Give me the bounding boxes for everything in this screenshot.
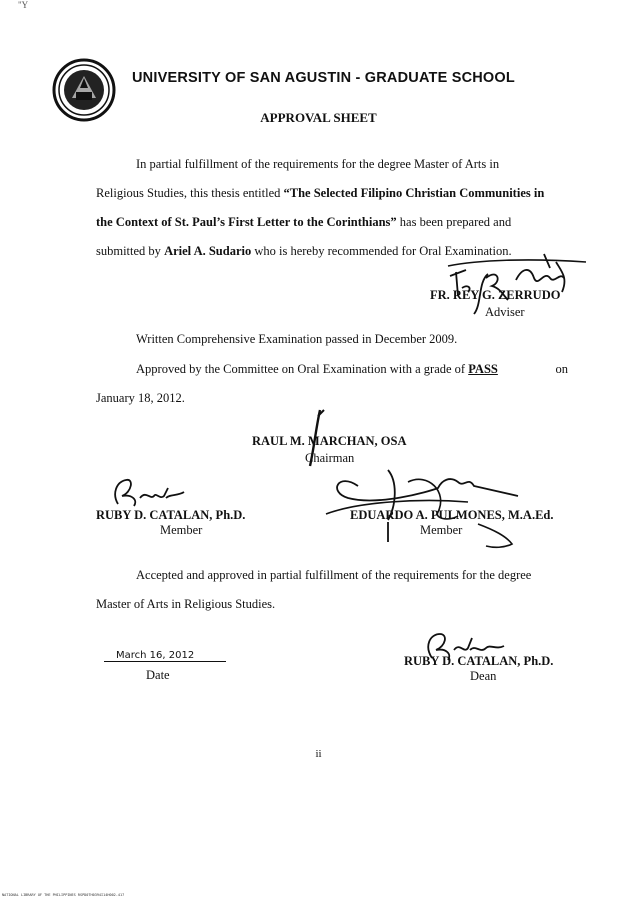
grade-value: PASS xyxy=(468,362,498,376)
dean-role: Dean xyxy=(470,669,497,683)
member2-signature xyxy=(318,462,528,552)
adviser-name: FR. REY G. ZERRUDO xyxy=(430,288,561,302)
member2-role: Member xyxy=(420,523,463,537)
para1-line1: In partial fulfillment of the requirements for the degree Master of Arts in xyxy=(136,157,500,171)
member2-name: EDUARDO A. PULMONES, M.A.Ed. xyxy=(350,508,554,522)
approved-paragraph: Approved by the Committee on Oral Examination with a grade of PASS on January 18, 2012. xyxy=(96,362,568,405)
member1-name: RUBY D. CATALAN, Ph.D. xyxy=(96,508,246,522)
university-name: UNIVERSITY OF SAN AGUSTIN - GRADUATE SCHOOL xyxy=(132,70,515,86)
date-value: March 16, 2012 xyxy=(104,650,226,662)
student-name: Ariel A. Sudario xyxy=(164,244,252,258)
para1-line2: Religious Studies, this thesis entitled “The Selected Filipino Christian Communities in xyxy=(96,186,545,200)
date-label: Date xyxy=(146,668,170,682)
written-exam-line: Written Comprehensive Examination passed in December 2009. xyxy=(136,332,458,346)
corner-mark: "Y xyxy=(18,0,29,10)
footer-stamp: NATIONAL LIBRARY OF THE PHILIPPINES RSPD0TH0394I14H002-417 xyxy=(2,893,125,897)
thesis-title-part2: the Context of St. Paul’s First Letter to the Corinthians” xyxy=(96,215,397,229)
para1-line4: submitted by Ariel A. Sudario who is hereby recommended for Oral Examination. xyxy=(96,244,512,258)
chairman-name: RAUL M. MARCHAN, OSA xyxy=(252,434,407,448)
accepted-paragraph: Accepted and approved in partial fulfillment of the requirements for the degree Master of Arts in Religious Studies. xyxy=(96,568,532,611)
page-number: ii xyxy=(315,748,322,760)
thesis-title-part1: “The Selected Filipino Christian Communities in xyxy=(283,186,545,200)
para1-line3: the Context of St. Paul’s First Letter to the Corinthians” has been prepared and xyxy=(96,215,512,229)
dean-name: RUBY D. CATALAN, Ph.D. xyxy=(404,654,554,668)
member1-signature xyxy=(108,474,188,510)
member1-role: Member xyxy=(160,523,203,537)
adviser-role: Adviser xyxy=(485,305,525,319)
page-title: APPROVAL SHEET xyxy=(260,110,377,125)
chairman-role: Chairman xyxy=(305,451,355,465)
